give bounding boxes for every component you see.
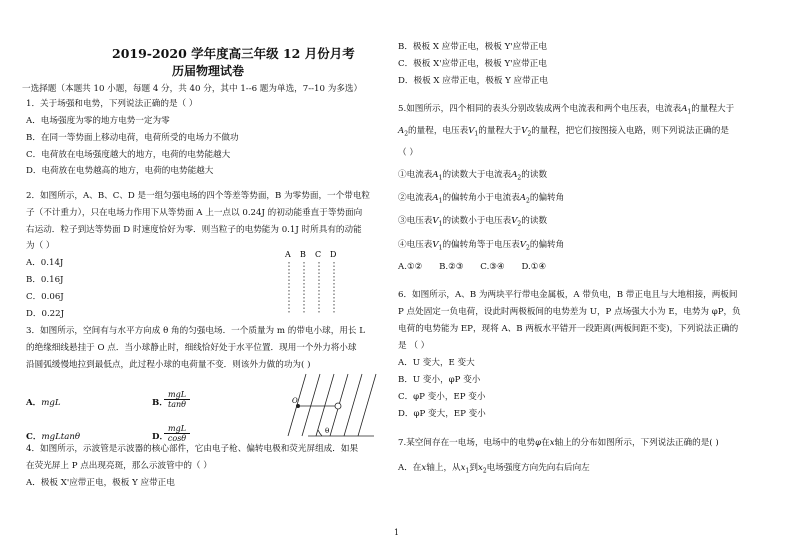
label-c: C (315, 250, 322, 259)
q6-line2: P 点处固定一负电荷，设此时两极板间的电势差为 U，P 点场强大小为 E，电势为 φP，负 (398, 307, 741, 317)
q2-option-c: C．0.06J (26, 292, 64, 302)
q5-line1: 5.如图所示，四个相同的表头分别改装成两个电流表和两个电压表，电流表$A_1$的量程大于 (398, 104, 735, 116)
section-instruction: 一选择题（本题共 10 小题，每题 4 分，共 40 分，其中 1--6 题为单选，7--10 为多选） (22, 84, 363, 94)
q1-option-d: D．电荷放在电势越高的地方，电荷的电势能越大 (26, 166, 214, 176)
q5-choices: A.①② B.②③ C.③④ D.①④ (398, 262, 547, 272)
q5-statement-3: ③电压表$V_1$的读数小于电压表$V_2$的读数 (398, 216, 548, 228)
angle-arc (318, 430, 322, 436)
q3-field-figure (278, 370, 378, 438)
charged-ball (335, 403, 341, 409)
q2-line3: 右运动．粒子到达等势面 D 时速度恰好为零．则当粒子的电势能为 0.1J 时所具有的动能 (26, 225, 362, 235)
exam-subtitle: 历届物理试卷 (172, 64, 245, 78)
q1-stem: 1．关于场强和电势，下列说法正确的是（ ） (26, 99, 198, 109)
q5-line3: （ ） (398, 148, 418, 158)
q5-statement-1: ①电流表$A_1$的读数大于电流表$A_2$的读数 (398, 170, 548, 182)
q2-line1: 2．如图所示，A、B、C、D 是一组匀强电场的四个等差等势面，B 为零势面，一个带电粒 (26, 191, 371, 201)
q2-option-b: B．0.16J (26, 275, 64, 285)
q6-line3: 电荷的电势能为 EP，现将 A、B 两板水平错开一段距离(两板间距不变)，下列说法正确的 (398, 324, 739, 334)
q5-statement-4: ④电压表$V_1$的偏转角等于电压表$V_2$的偏转角 (398, 240, 565, 252)
label-d: D (330, 250, 337, 259)
q6-line4: 是 （ ） (398, 341, 430, 351)
q4-option-c: C．极板 X'应带正电，极板 Y'应带正电 (398, 59, 547, 69)
q6-option-c: C．φP 变小，EP 变小 (398, 392, 486, 402)
label-a: A (285, 250, 291, 259)
field-line-6 (358, 374, 376, 436)
page-number: 1 (394, 528, 400, 537)
q3-line2: 的绝缘细线悬挂于 O 点．当小球静止时，细线恰好处于水平位置．现用一个外力将小球 (26, 343, 357, 353)
q4-option-a: A．极板 X'应带正电，极板 Y 应带正电 (26, 478, 175, 488)
q6-line1: 6．如图所示，A、B 为两块平行带电金属板，A 带负电，B 带正电且与大地相接，两板间 (398, 290, 738, 300)
q6-option-d: D．φP 变大，EP 变小 (398, 409, 486, 419)
q1-option-a: A．电场强度为零的地方电势一定为零 (26, 116, 170, 126)
q3-line1: 3．如图所示，空间有与水平方向成 θ 角的匀强电场．一个质量为 m 的带电小球，用长 L (26, 326, 365, 336)
fraction-d: mgL cosθ (164, 424, 190, 443)
q2-equipotential-figure (280, 248, 350, 318)
q3-line3: 沿圆弧缓慢地拉到最低点，此过程小球的电荷量不变．则该外力做的功为( ) (26, 360, 311, 370)
label-o: O (292, 397, 298, 405)
q5-line2: $A_2$的量程，电压表$V_1$的量程大于$V_2$的量程，把它们按图接入电路，则下列说法正确的是 (398, 126, 729, 138)
fraction-b: mgL tanθ (164, 390, 190, 409)
q2-option-d: D．0.22J (26, 309, 65, 319)
label-b: B (300, 250, 306, 259)
q2-line4: 为（ ） (26, 241, 55, 251)
label-theta: θ (325, 427, 330, 435)
q6-option-a: A．U 变大，E 变大 (398, 358, 475, 368)
q7-stem: 7.某空间存在一电场，电场中的电势φ在x轴上的分布如图所示，下列说法正确的是( ) (398, 438, 719, 448)
q7-option-a: A．在x轴上，从$x_1$到$x_2$电场强度方向先向右后向左 (398, 463, 590, 475)
field-line-5 (344, 374, 362, 436)
q3-option-c: C．mgLtanθ (26, 432, 81, 442)
q2-option-a: A．0.14J (26, 258, 64, 268)
field-line-2 (302, 374, 320, 436)
q5-statement-2: ②电流表$A_1$的偏转角小于电流表$A_2$的偏转角 (398, 193, 565, 205)
q1-option-c: C．电荷放在电场强度越大的地方，电荷的电势能越大 (26, 150, 231, 160)
exam-title: 2019-2020 学年度高三年级 12 月份月考 (112, 46, 355, 61)
q6-option-b: B．U 变小，φP 变小 (398, 375, 481, 385)
q1-option-b: B．在同一等势面上移动电荷，电荷所受的电场力不做功 (26, 133, 239, 143)
q4-line1: 4．如图所示，示波管是示波器的核心部件，它由电子枪、偏转电极和荧光屏组成．如果 (26, 444, 359, 454)
q4-option-b: B．极板 X 应带正电，极板 Y'应带正电 (398, 42, 547, 52)
q4-line2: 在荧光屏上 P 点出现亮斑，那么示波管中的（ ） (26, 461, 212, 471)
q3-option-a: A．mgL (26, 398, 61, 408)
q2-line2: 子（不计重力），只在电场力作用下从等势面 A 上一点以 0.24J 的初动能垂直于等势面向 (26, 208, 363, 218)
q4-option-d: D．极板 X 应带正电，极板 Y 应带正电 (398, 76, 548, 86)
